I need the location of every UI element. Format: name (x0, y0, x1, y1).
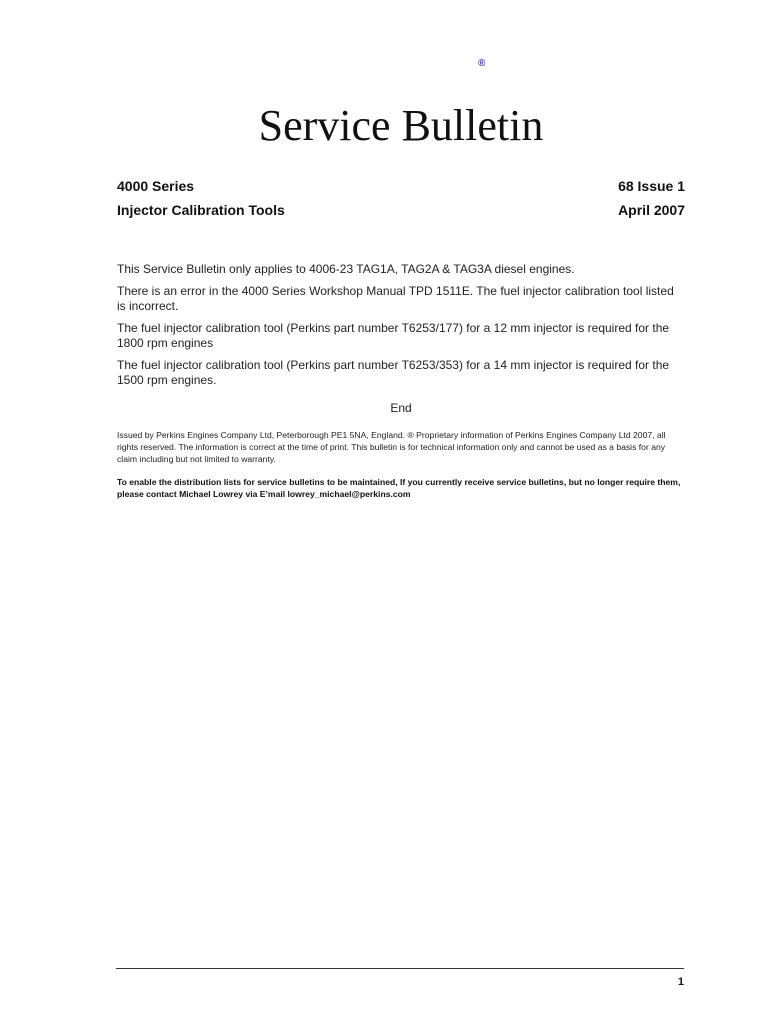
distribution-note: To enable the distribution lists for service bulletins to be maintained, If you currently receive service bulletins, but no longer require them, please contact Michael Lowrey via E’mail lowrey_michael@perkins.com (117, 477, 681, 499)
body-paragraph: This Service Bulletin only applies to 4006-23 TAG1A, TAG2A & TAG3A diesel engines. (117, 262, 575, 276)
issue-label: 68 Issue 1 (618, 178, 685, 194)
meta-row-subject (117, 202, 685, 218)
bulletin-body (117, 262, 685, 395)
date-label: April 2007 (618, 202, 685, 218)
page-title: Service Bulletin (258, 101, 544, 150)
registered-mark: ® (478, 58, 486, 69)
end-marker: End (390, 401, 412, 415)
subject-label: Injector Calibration Tools (117, 202, 285, 218)
body-paragraph: There is an error in the 4000 Series Workshop Manual TPD 1511E. The fuel injector calibration tool listed is incorrect. (117, 284, 674, 313)
meta-row-series (117, 178, 685, 194)
series-label: 4000 Series (117, 178, 195, 194)
page-number: 1 (677, 976, 684, 988)
body-paragraph: The fuel injector calibration tool (Perkins part number T6253/353) for a 14 mm injector is required for the 1500 rpm engines. (117, 358, 670, 387)
issued-by-note: Issued by Perkins Engines Company Ltd, Peterborough PE1 5NA, England. ® Proprietary information of Perkins Engines Company Ltd 2007, all rights reserved. The information is correct at the time of print. This bulletin is for technical information only and cannot be used as a basis for any claim including but not limited to warranty. (117, 430, 666, 464)
body-paragraph: The fuel injector calibration tool (Perkins part number T6253/177) for a 12 mm injector is required for the 1800 rpm engines (117, 321, 670, 350)
footer-divider (116, 968, 684, 969)
